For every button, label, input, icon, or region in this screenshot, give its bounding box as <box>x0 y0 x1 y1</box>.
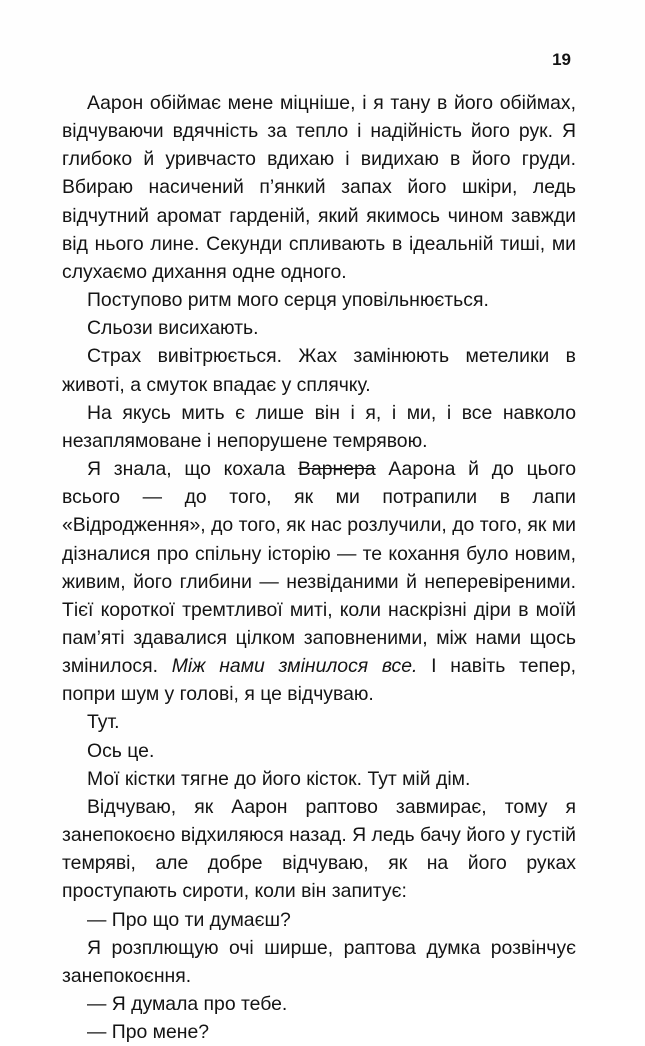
paragraph: Аарон обіймає мене міцніше, і я тану в його обіймах, відчуваючи вдячність за тепло і надійність його рук. Я глибоко й уривчасто вдихаю і видихаю в його груди. Вбираю насичений п’янкий запах його шкіри, ледь відчутний аромат гарденій, який якимось чином завжди від нього лине. Секунди спливають в ідеальній тиші, ми слухаємо дихання одне одного. <box>62 92 576 283</box>
paragraph: Відчуваю, як Аарон раптово завмирає, тому я занепокоєно відхиляюся назад. Я ледь бачу його у густій темряві, але добре відчуваю, як на його руках проступають сироти, коли він запитує: <box>62 795 576 903</box>
dialogue-line: — Про мене? <box>87 1021 210 1044</box>
text-span: Аарона й до цього всього — до того, як ми потрапили в лапи «Відродження», до того, як нас розлучили, до того, як ми дізналися про спільну історію — те кохання було новим, живим, його глибини — незвіданими й неперевіреними. Тієї короткої тремтливої миті, коли наскрізні діри в моїй пам’яті здавалися цілком заповненими, між нами щось змінилося. <box>62 458 576 678</box>
paragraph: Поступово ритм мого серця уповільнюється. <box>87 289 489 312</box>
struck-out-word: Варнера <box>298 458 376 481</box>
text-span: Я знала, що кохала <box>87 458 299 481</box>
text-span: І навіть тепер, попри шум у голові, я це відчуваю. <box>62 655 576 706</box>
paragraph: Мої кістки тягне до його кісток. Тут мій дім. <box>87 767 471 790</box>
dialogue-line: — Про що ти думаєш? <box>87 908 291 931</box>
dialogue-line: — Я думала про тебе. <box>87 993 288 1015</box>
paragraph: Я розплющую очі ширше, раптова думка розвінчує занепокоєння. <box>62 936 576 987</box>
body-text <box>62 89 576 1046</box>
paragraph: Сльози висихають. <box>87 317 259 340</box>
paragraph: На якусь мить є лише він і я, і ми, і все навколо незаплямоване і непорушене темрявою. <box>62 401 576 452</box>
italic-emphasis: Між нами змінилося все. <box>171 655 418 678</box>
paragraph: Ось це. <box>87 739 155 762</box>
paragraph: Страх вивітрюється. Жах замінюють метелики в животі, а смуток впадає у сплячку. <box>62 345 576 396</box>
paragraph: Тут. <box>87 711 120 734</box>
paragraph <box>62 455 576 708</box>
page-number: 19 <box>552 50 571 69</box>
